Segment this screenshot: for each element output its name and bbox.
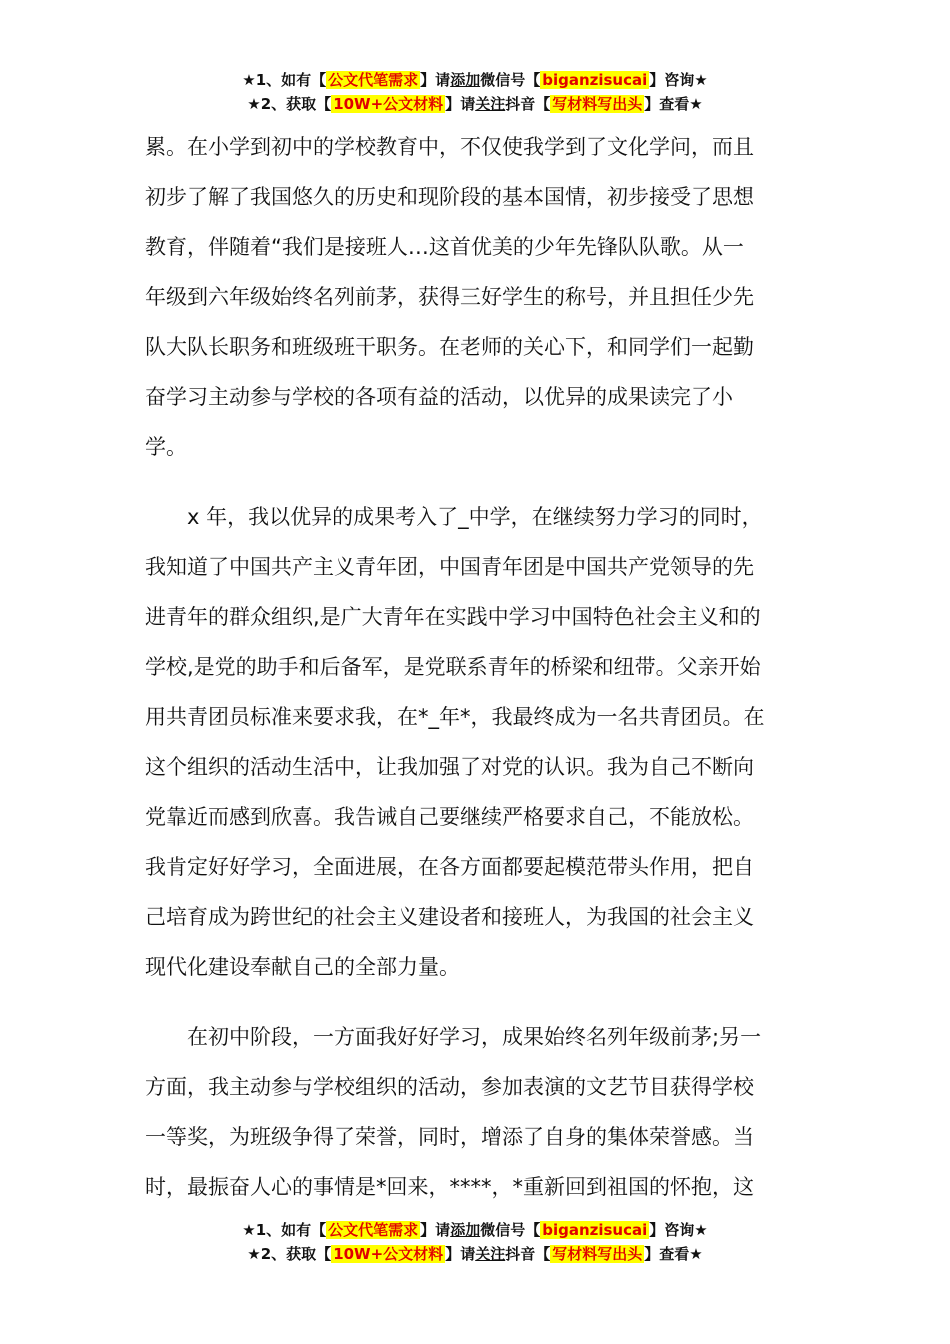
banner-line-2 — [0, 92, 950, 116]
text-line: 己培育成为跨世纪的社会主义建设者和接班人，为我国的社会主义 — [145, 905, 754, 929]
banner-highlight: 写材料写出头 — [552, 1245, 643, 1263]
banner-text: 抖音【 — [505, 95, 551, 113]
banner-highlight: biganzisucai — [542, 1221, 648, 1239]
paragraph-1 — [145, 122, 810, 472]
banner-emphasis: 关注 — [475, 95, 506, 113]
banner-text: 】请 — [420, 1221, 451, 1239]
text-line: 学。 — [145, 435, 187, 459]
text-line: 在初中阶段，一方面我好好学习，成果始终名列年级前茅;另一 — [187, 1025, 762, 1049]
banner-line-1 — [0, 1218, 950, 1242]
header-banner — [0, 68, 950, 116]
banner-text: 抖音【 — [505, 1245, 551, 1263]
banner-highlight: 公文代笔需求 — [328, 1221, 419, 1239]
banner-text: 微信号【 — [480, 71, 541, 89]
banner-text: ★2、获取【 — [247, 95, 332, 113]
banner-text: 微信号【 — [480, 1221, 541, 1239]
banner-line-2 — [0, 1242, 950, 1266]
banner-emphasis: 添加 — [450, 71, 481, 89]
banner-highlight: biganzisucai — [542, 71, 648, 89]
banner-highlight: 公文代笔需求 — [328, 71, 419, 89]
banner-highlight: 写材料写出头 — [552, 95, 643, 113]
paragraph-3 — [145, 1012, 810, 1212]
text-line: 我知道了中国共产主义青年团，中国青年团是中国共产党领导的先 — [145, 555, 754, 579]
banner-highlight: 10W+公文材料 — [333, 1245, 444, 1263]
banner-emphasis: 关注 — [475, 1245, 506, 1263]
text-line: 学校,是党的助手和后备军，是党联系青年的桥梁和纽带。父亲开始 — [145, 655, 761, 679]
text-line: 时，最振奋人心的事情是*回来，****，*重新回到祖国的怀抱，这 — [145, 1175, 754, 1199]
banner-text: 】请 — [445, 1245, 476, 1263]
document-body — [145, 122, 810, 1212]
banner-emphasis: 添加 — [450, 1221, 481, 1239]
text-line: 方面，我主动参与学校组织的活动，参加表演的文艺节目获得学校 — [145, 1075, 754, 1099]
text-line: 年级到六年级始终名列前茅，获得三好学生的称号，并且担任少先 — [145, 285, 754, 309]
banner-text: 】查看★ — [644, 1245, 703, 1263]
banner-text: 】咨询★ — [649, 71, 708, 89]
text-line: 队大队长职务和班级班干职务。在老师的关心下，和同学们一起勤 — [145, 335, 754, 359]
banner-text: ★1、如有【 — [242, 71, 327, 89]
banner-highlight: 10W+公文材料 — [333, 95, 444, 113]
text-line: 这个组织的活动生活中，让我加强了对党的认识。我为自己不断向 — [145, 755, 754, 779]
banner-text: ★2、获取【 — [247, 1245, 332, 1263]
banner-text: 】请 — [445, 95, 476, 113]
text-line: 初步了解了我国悠久的历史和现阶段的基本国情，初步接受了思想 — [145, 185, 754, 209]
text-line: 教育，伴随着“我们是接班人…这首优美的少年先锋队队歌。从一 — [145, 235, 744, 259]
banner-text: 】咨询★ — [649, 1221, 708, 1239]
text-line: 累。在小学到初中的学校教育中，不仅使我学到了文化学问，而且 — [145, 135, 754, 159]
text-line: 我肯定好好学习，全面进展，在各方面都要起模范带头作用，把自 — [145, 855, 754, 879]
banner-line-1 — [0, 68, 950, 92]
text-line: 党靠近而感到欣喜。我告诫自己要继续严格要求自己，不能放松。 — [145, 805, 754, 829]
banner-text: 】查看★ — [644, 95, 703, 113]
text-line: x 年，我以优异的成果考入了_中学，在继续努力学习的同时， — [187, 505, 763, 529]
banner-text: 】请 — [420, 71, 451, 89]
text-line: 奋学习主动参与学校的各项有益的活动，以优异的成果读完了小 — [145, 385, 733, 409]
paragraph-2 — [145, 492, 810, 992]
text-line: 现代化建设奉献自己的全部力量。 — [145, 955, 460, 979]
text-line: 用共青团员标准来要求我，在*_年*，我最终成为一名共青团员。在 — [145, 705, 765, 729]
banner-text: ★1、如有【 — [242, 1221, 327, 1239]
footer-banner — [0, 1218, 950, 1266]
text-line: 一等奖，为班级争得了荣誉，同时，增添了自身的集体荣誉感。当 — [145, 1125, 754, 1149]
text-line: 进青年的群众组织,是广大青年在实践中学习中国特色社会主义和的 — [145, 605, 761, 629]
